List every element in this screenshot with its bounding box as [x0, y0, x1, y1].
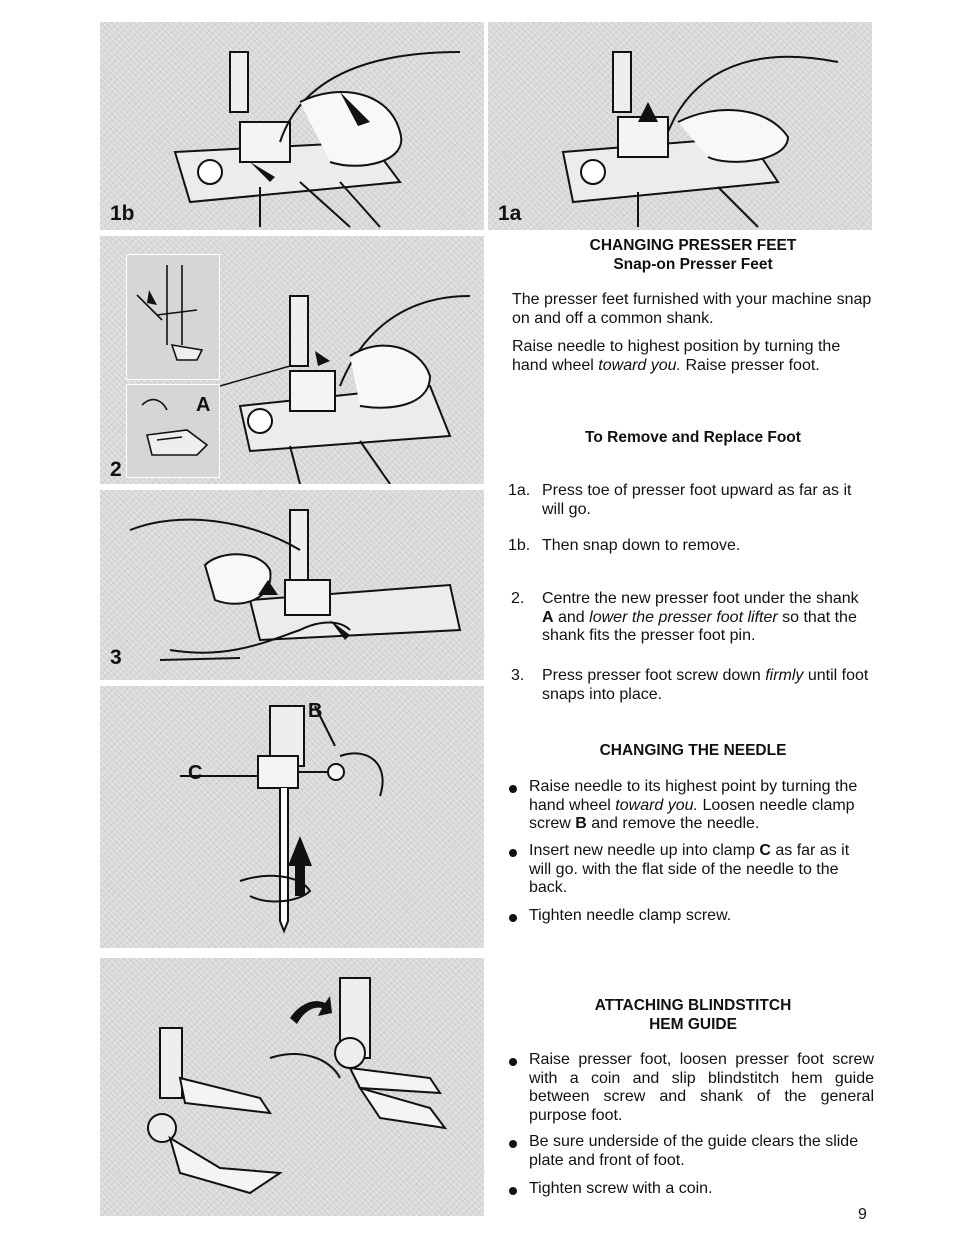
needle-bullet-2-text-2: as far as it will go. with the flat side of the needle to the back. [529, 842, 850, 896]
paragraph-raise-needle-emphasis: toward you. [598, 356, 682, 374]
paragraph-presser-feet-intro: The presser feet furnished with your machine snap on and off a common shank. [512, 291, 872, 327]
figure-needle-illustration [100, 686, 484, 948]
step-1a-number: 1a. [508, 482, 531, 499]
needle-bullet-1-text [529, 778, 874, 834]
callout-b: B [308, 700, 323, 722]
figure-label-3: 3 [110, 646, 122, 669]
needle-bullet-1-screw-label: B [575, 815, 587, 832]
callout-c: C [188, 762, 203, 784]
figure-label-2: 2 [110, 458, 122, 481]
step-1b [508, 537, 874, 556]
heading-changing-presser-feet: CHANGING PRESSER FEET [589, 237, 797, 254]
paragraph-raise-needle-text-1: Raise needle to highest position by turning the hand wheel [512, 338, 841, 374]
figure-blindstitch-illustration [100, 958, 484, 1216]
step-2-text-3: so that the shank fits the presser foot pin. [542, 608, 857, 644]
step-2-number: 2. [511, 590, 525, 607]
paragraph-raise-needle [512, 338, 874, 375]
bullet-dot [509, 1058, 517, 1066]
figure-3 [100, 490, 484, 680]
step-2-emphasis: lower the presser foot lifter [589, 608, 778, 626]
figure-1a [488, 22, 872, 230]
step-2 [511, 590, 874, 646]
figure-1b-illustration [100, 22, 484, 230]
bullet-dot [509, 785, 517, 793]
step-2-text [542, 590, 874, 646]
figure-2 [100, 236, 484, 484]
needle-bullet-1-text-3: and remove the needle. [586, 815, 760, 832]
bullet-dot [509, 1140, 517, 1148]
step-2-text-1: Centre the new presser foot under the shank [542, 590, 859, 607]
needle-bullet-3 [510, 907, 874, 926]
blindstitch-bullet-2 [510, 1133, 874, 1170]
needle-bullet-1 [510, 778, 874, 834]
page-number: 9 [858, 1206, 867, 1223]
subheading-snap-on-presser-feet: Snap-on Presser Feet [613, 256, 773, 273]
figure-blindstitch [100, 958, 484, 1216]
heading-changing-needle: CHANGING THE NEEDLE [599, 742, 787, 759]
step-3 [511, 667, 874, 704]
needle-bullet-2-text [529, 842, 874, 898]
figure-1a-illustration [488, 22, 872, 230]
needle-bullet-1-text-1: Raise needle to its highest point by turning the hand wheel [529, 778, 858, 814]
inset-upper [126, 254, 220, 380]
step-3-emphasis: firmly [765, 667, 804, 684]
blindstitch-bullet-3 [510, 1180, 874, 1199]
step-2-text-2: and [553, 608, 590, 626]
figure-1b [100, 22, 484, 230]
step-1a-text: Press toe of presser foot upward as far as it will go. [542, 482, 852, 518]
step-3-text-2: until foot snaps into place. [542, 667, 869, 703]
heading-hem-guide: HEM GUIDE [649, 1016, 737, 1033]
bullet-dot [509, 1187, 517, 1195]
needle-bullet-2-clamp-label: C [759, 842, 771, 859]
step-3-text [542, 667, 874, 704]
bullet-dot [509, 914, 517, 922]
step-3-text-1: Press presser foot screw down [542, 667, 766, 684]
step-1b-number: 1b. [508, 537, 531, 554]
blindstitch-bullet-1 [510, 1051, 874, 1125]
blindstitch-bullet-1-text: Raise presser foot, loosen presser foot screw with a coin and slip blindstitch hem guide between screw and shank of the general purpose foot. [529, 1051, 874, 1124]
paragraph-raise-needle-text-2: Raise presser foot. [681, 356, 820, 374]
needle-bullet-1-text-2: Loosen needle clamp screw [529, 796, 855, 832]
figure-3-illustration [100, 490, 484, 680]
heading-remove-replace-foot: To Remove and Replace Foot [585, 429, 801, 446]
step-1b-text: Then snap down to remove. [542, 537, 741, 554]
step-2-shank-label: A [542, 608, 554, 626]
needle-bullet-2 [510, 842, 874, 898]
figure-label-1b: 1b [110, 202, 135, 225]
step-1a [508, 482, 874, 519]
step-3-number: 3. [511, 667, 525, 684]
needle-bullet-2-text-1: Insert new needle up into clamp [529, 842, 760, 859]
blindstitch-bullet-3-text: Tighten screw with a coin. [529, 1180, 713, 1197]
figure-label-1a: 1a [498, 202, 522, 225]
blindstitch-bullet-2-text: Be sure underside of the guide clears the slide plate and front of foot. [529, 1133, 859, 1169]
needle-bullet-3-text: Tighten needle clamp screw. [529, 907, 732, 924]
inset-upper-illustration [127, 255, 219, 379]
bullet-dot [509, 849, 517, 857]
figure-needle [100, 686, 484, 948]
heading-attaching-blindstitch: ATTACHING BLINDSTITCH [594, 997, 792, 1014]
needle-bullet-1-emphasis: toward you. [615, 796, 699, 814]
callout-a: A [196, 394, 211, 416]
